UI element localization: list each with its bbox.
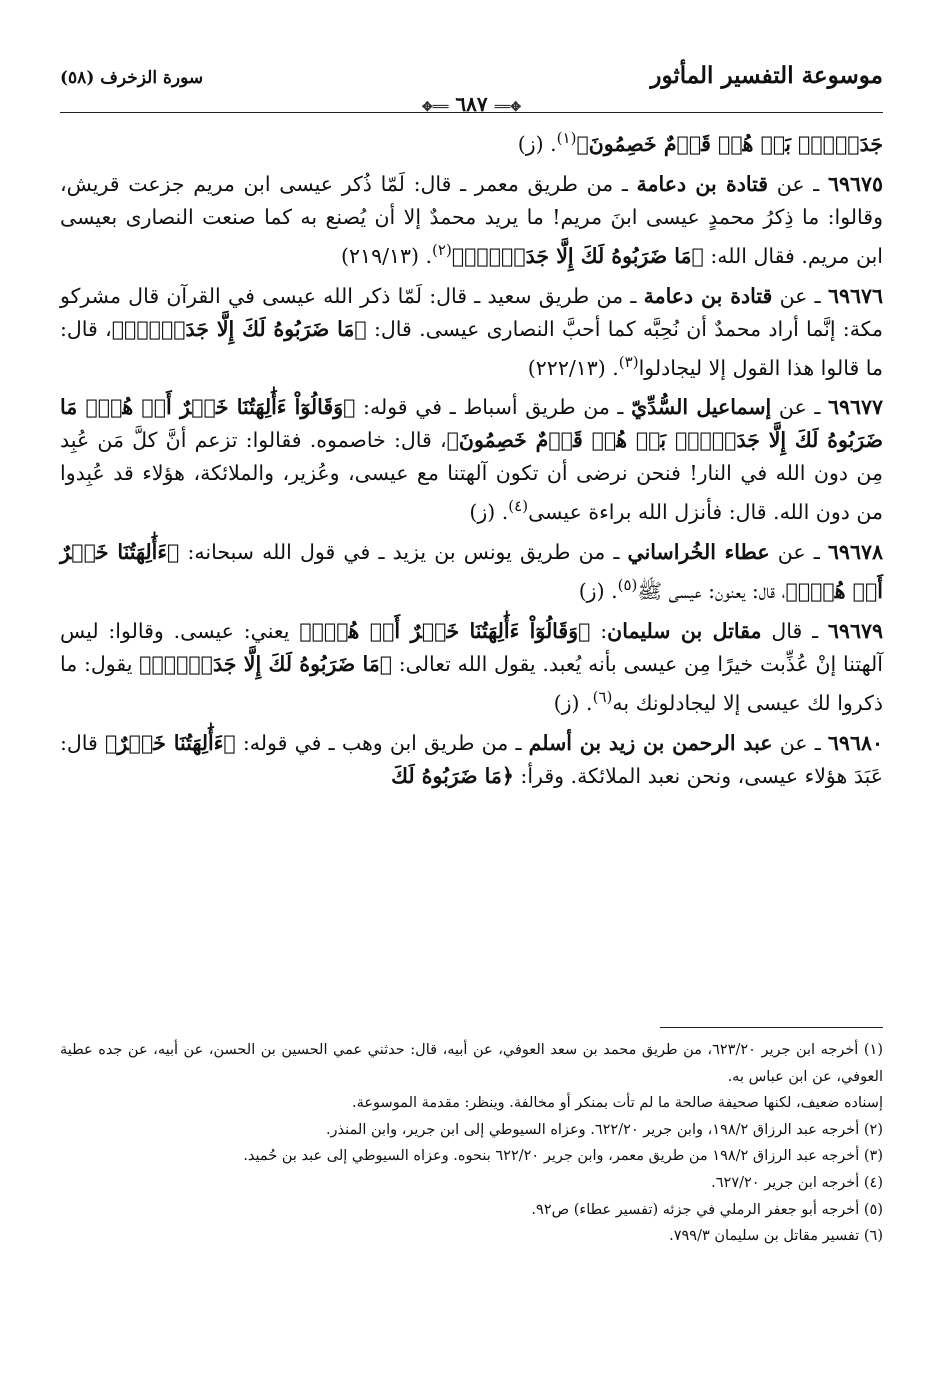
footnote-ref: (٣)	[618, 352, 639, 371]
narrator-name: عبد الرحمن بن زيد بن أسلم	[528, 730, 773, 755]
quran-quote: ﴿مَا ضَرَبُوهُ لَكَ	[391, 763, 514, 788]
narrator-name: قتادة بن دعامة	[643, 283, 773, 308]
main-text	[60, 122, 883, 800]
footnote-item: (٦) تفسير مقاتل بن سليمان ٧٩٩/٣.	[669, 1228, 883, 1245]
footnote-ref: (٥)	[617, 576, 638, 595]
paragraph-text: ـ من طريق معمر ـ قال: لَمّا ذُكر عيسى ابن مريم جزعت قريش، وقالوا: ما ذِكرُ محمدٍ عيسى ابنَ مريم! ما يريد محمدٌ إلا أن يُصنع به كما صنعت النصارى بعيسى ابن مريم. فقال الله:	[60, 171, 883, 268]
paragraph-text: ـ من طريق سعيد ـ قال: لَمّا ذكر الله عيسى في القرآن قال مشركو مكة: إنَّما أراد محمدٌ أن نُحِبَّه كما أحبَّ النصارى عيسى. قال:	[60, 283, 883, 341]
ornament-right-icon: ══✥	[421, 100, 449, 115]
paragraph-text: . (٢٢٢/١٣)	[527, 355, 619, 380]
footnotes	[60, 1037, 883, 1250]
book-title: موسوعة التفسير المأثور	[650, 62, 883, 89]
paragraph-text: ـ عن	[771, 395, 828, 420]
quran-quote: ﴿مَا ضَرَبُوهُ لَكَ إِلَّا جَدَلَۢاۚ﴾	[139, 652, 393, 677]
paragraph-text: ـ عن	[768, 171, 828, 196]
quran-quote: ﴿ءَأَٰلِهَتُنَا خَيۡرٌ أَمۡ هُوَۚ﴾	[60, 540, 883, 604]
paragraph-text: . (٢١٩/١٣)	[341, 243, 433, 268]
paragraph-text: ـ من طريق يونس بن يزيد ـ في قول الله سبحانه:	[179, 540, 628, 565]
paragraph-69677	[60, 391, 883, 529]
footnote-item: إسناده ضعيف، لكنها صحيفة صالحة ما لم تأت بمنكر أو مخالفة. وينظر: مقدمة الموسوعة.	[352, 1095, 883, 1112]
quran-quote: ﴿وَقَالُوٓاْ ءَأَٰلِهَتُنَا خَيۡرٌ أَمۡ هُوَۚ مَا ضَرَبُوهُ لَكَ إِلَّا جَدَلَۢاۚ بَلۡ هُمۡ قَوۡمٌ خَصِمُونَ﴾	[60, 395, 883, 453]
paragraph-text: ، قال: يعنون: عيسى ﷺ	[637, 579, 786, 604]
hadith-number: ٦٩٦٧٨	[827, 540, 883, 565]
paragraph-text: :	[590, 619, 608, 644]
paragraph-text: يقول: ما ذكروا لك عيسى إلا ليجادلونك به	[60, 652, 883, 715]
footnote-item: (٢) أخرجه عبد الرزاق ١٩٨/٢، وابن جرير ٦٢٢/٢٠. وعزاه السيوطي إلى ابن جرير، وابن المنذر.	[325, 1121, 883, 1138]
running-header	[60, 62, 883, 116]
surah-name: سورة الزخرف (٥٨)	[60, 68, 204, 88]
hadith-number: ٦٩٦٧٧	[827, 395, 883, 420]
ornament-left-icon: ✥══	[494, 100, 522, 115]
paragraph-69680	[60, 727, 883, 793]
paragraph-69675	[60, 168, 883, 273]
footnote-item: (٥) أخرجه أبو جعفر الرملي في جزئه (تفسير عطاء) ص٩٢.	[531, 1201, 883, 1218]
paragraph-69676	[60, 280, 883, 385]
paragraph-text: ـ من طريق ابن وهب ـ في قوله:	[235, 730, 529, 755]
paragraph-cont	[60, 122, 883, 161]
paragraph-text: . (ز)	[517, 131, 557, 156]
hadith-number: ٦٩٦٧٥	[827, 171, 884, 196]
narrator-name: إسماعيل السُّدِّيّ	[631, 395, 772, 420]
narrator-name: قتادة بن دعامة	[636, 171, 769, 196]
footnote-ref: (٤)	[508, 497, 529, 516]
paragraph-text: ـ عن	[772, 730, 828, 755]
paragraph-text: . (ز)	[553, 690, 593, 715]
footnote-ref: (٦)	[592, 688, 613, 707]
footnote-item: (٣) أخرجه عبد الرزاق ١٩٨/٢ من طريق معمر، وابن جرير ٦٢٢/٢٠ بنحوه. وعزاه السيوطي إلى عبد بن حُميد.	[243, 1148, 883, 1165]
hadith-number: ٦٩٦٧٦	[827, 283, 883, 308]
paragraph-text: ـ عن	[769, 540, 828, 565]
paragraph-text: قال: عَبَدَ هؤلاء عيسى، ونحن نعبد الملائكة. وقرأ:	[60, 730, 883, 788]
paragraph-text: ـ قال	[761, 619, 828, 644]
quran-quote: ﴿وَقَالُوٓاْ ءَأَٰلِهَتُنَا خَيۡرٌ أَمۡ هُوَۚ﴾	[299, 619, 591, 644]
narrator-name: عطاء الخُراساني	[627, 540, 770, 565]
paragraph-text: ، قال: خاصموه. فقالوا: تزعم أنَّ كلَّ مَن عُبِد مِن دون الله في النار! فنحن نرضى أن تكون آلهتنا مع عيسى، وعُزير، والملائكة، هؤلاء قد عُبِدوا من دون الله. قال: فأنزل الله براءة عيسى	[60, 428, 883, 525]
paragraph-text: ـ من طريق أسباط ـ في قوله:	[355, 395, 632, 420]
paragraph-text: يعني: عيسى. وقالوا: ليس آلهتنا إنْ عُذِّبت خيرًا مِن عيسى بأنه يُعبد. يقول الله تعالى:	[60, 619, 883, 677]
narrator-name: مقاتل بن سليمان	[607, 619, 762, 644]
paragraph-text: . (ز)	[469, 500, 509, 525]
quran-quote: ﴿ءَأَٰلِهَتُنَا خَيۡرٌ﴾	[105, 730, 236, 755]
quran-quote: ﴿مَا ضَرَبُوهُ لَكَ إِلَّا جَدَلَۢاۚ﴾	[111, 316, 367, 341]
footnote-separator	[660, 1027, 883, 1028]
paragraph-69679	[60, 615, 883, 720]
paragraph-text: ، قال: ما قالوا هذا القول إلا ليجادلوا	[60, 316, 883, 380]
hadith-number: ٦٩٦٨٠	[827, 730, 883, 755]
paragraph-text: ـ عن	[772, 283, 828, 308]
paragraph-69678	[60, 536, 883, 608]
footnote-item: (٤) أخرجه ابن جرير ٦٢٧/٢٠.	[711, 1174, 883, 1191]
quran-quote: جَدَلَۢاۚ بَلۡ هُمۡ قَوۡمٌ خَصِمُونَ﴾	[576, 131, 883, 156]
header-rule	[60, 112, 883, 113]
footnote-item: (١) أخرجه ابن جرير ٦٢٣/٢٠، من طريق محمد بن سعد العوفي، عن أبيه، قال: حدثني عمي الحسين بن الحسن، عن أبيه، عن جده عطية العوفي، عن ابن عباس به.	[60, 1042, 883, 1085]
quran-quote: ﴿مَا ضَرَبُوهُ لَكَ إِلَّا جَدَلَۢاۚ﴾	[451, 243, 704, 268]
footnote-ref: (٢)	[432, 240, 452, 259]
paragraph-text: . (ز)	[578, 579, 618, 604]
page-number: ٦٨٧	[455, 92, 488, 116]
hadith-number: ٦٩٦٧٩	[827, 619, 883, 644]
footnote-ref: (١)	[556, 129, 577, 147]
